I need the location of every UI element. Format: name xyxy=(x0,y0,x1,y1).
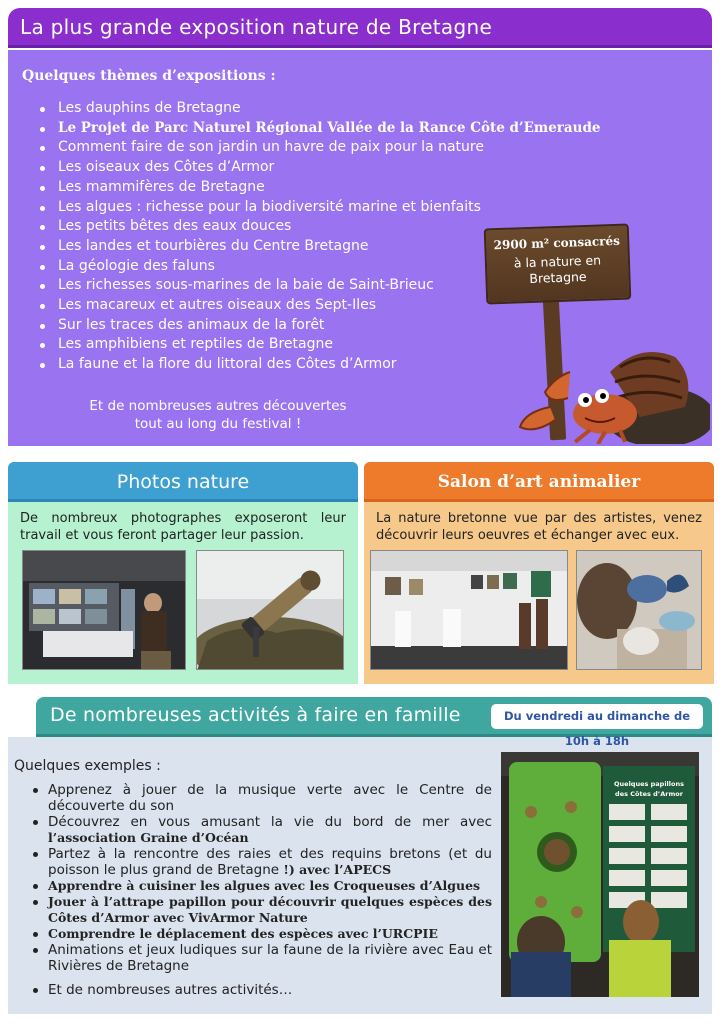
activity-text: Partez à la rencontre des raies et des requins bretons (et du poisson le plus grand de Bretagne xyxy=(48,846,492,878)
theme-item: Les macareux et autres oiseaux des Sept-Iles xyxy=(38,296,601,316)
activities-title: De nombreuses activités à faire en famille xyxy=(50,704,461,726)
activity-text: Animations et jeux ludiques sur la faune de la rivière avec Eau et Rivières de Bretagne xyxy=(48,942,492,974)
activity-partner: Jouer à l’attrape papillon pour découvrir quelques espèces des Côtes d’Armor avec VivArmor Nature xyxy=(48,894,492,925)
theme-item: Comment faire de son jardin un havre de paix pour la nature xyxy=(38,138,601,158)
activity-item xyxy=(32,846,492,878)
activity-partner: Comprendre le déplacement des espèces avec l’URCPIE xyxy=(48,926,438,941)
more-discoveries xyxy=(68,397,368,433)
theme-item: Les amphibiens et reptiles de Bretagne xyxy=(38,335,601,355)
art-header: Salon d’art animalier xyxy=(364,462,714,502)
area-sign xyxy=(484,223,632,304)
activity-text: Apprenez à jouer de la musique verte avec le Centre de découverte du son xyxy=(48,782,492,814)
sculptor-photo xyxy=(576,550,702,670)
activity-text: Et de nombreuses autres activités… xyxy=(48,982,293,998)
gallery-photo xyxy=(370,550,568,670)
more-line-2: tout au long du festival ! xyxy=(134,416,302,432)
poster-title-line-1: Quelques papillons xyxy=(614,780,684,788)
activity-partner: !) avec l’APECS xyxy=(283,862,392,877)
themes-title: Quelques thèmes d’expositions : xyxy=(22,68,276,84)
activity-text: Découvrez en vous amusant la vie du bord de mer avec xyxy=(48,814,492,830)
sign-line-2: à la nature en xyxy=(513,252,602,271)
art-box xyxy=(364,462,714,684)
theme-item: Sur les traces des animaux de la forêt xyxy=(38,316,601,336)
theme-item: Les algues : richesse pour la biodiversité marine et bienfaits xyxy=(38,198,601,218)
theme-item: Le Projet de Parc Naturel Régional Vallée de la Rance Côte d’Emeraude xyxy=(38,119,601,139)
sign-area: 2900 m² consacrés xyxy=(493,233,621,253)
date-badge: Du vendredi au dimanche de 10h à 18h xyxy=(491,704,703,729)
exhibition-hall-photo xyxy=(22,550,186,670)
photos-header: Photos nature xyxy=(8,462,358,502)
activity-item xyxy=(32,814,492,846)
theme-item: Les landes et tourbières du Centre Bretagne xyxy=(38,237,601,257)
activity-item xyxy=(32,782,492,814)
sign-line-3: Bretagne xyxy=(529,268,587,286)
theme-item: Les richesses sous-marines de la baie de Saint-Brieuc xyxy=(38,276,601,296)
activities-intro: Quelques exemples : xyxy=(14,758,161,774)
activity-item xyxy=(32,926,492,942)
activities-list xyxy=(32,782,492,998)
activity-partner: Apprendre à cuisiner les algues avec les Croqueuses d’Algues xyxy=(48,878,481,893)
activity-item xyxy=(32,878,492,894)
activities-header xyxy=(36,697,712,748)
theme-item: Les mammifères de Bretagne xyxy=(38,178,601,198)
poster-title-line-2: des Côtes d’Armor xyxy=(615,790,683,798)
butterfly-game-photo xyxy=(501,752,699,997)
sign-subtitle xyxy=(487,252,629,289)
art-text: La nature bretonne vue par des artistes, venez découvrir leurs oeuvres et échanger avec eux. xyxy=(376,511,702,543)
theme-item: Les dauphins de Bretagne xyxy=(38,99,601,119)
activity-item xyxy=(32,982,492,998)
camera-photo xyxy=(196,550,344,670)
photos-text: De nombreux photographes exposeront leur travail et vous feront partager leur passion. xyxy=(20,511,346,543)
photos-box xyxy=(8,462,358,684)
banner-title: La plus grande exposition nature de Bretagne xyxy=(20,15,493,39)
activity-item xyxy=(32,942,492,974)
crab-mascot-icon xyxy=(490,332,710,444)
theme-item: La géologie des faluns xyxy=(38,257,601,277)
more-line-1: Et de nombreuses autres découvertes xyxy=(89,398,347,414)
banner-body xyxy=(8,50,712,446)
banner-header xyxy=(8,8,712,48)
activity-partner: l’association Graine d’Océan xyxy=(48,830,249,845)
activity-item xyxy=(32,894,492,926)
theme-item: Les petits bêtes des eaux douces xyxy=(38,217,601,237)
theme-item: La faune et la flore du littoral des Côtes d’Armor xyxy=(38,355,601,375)
theme-item: Les oiseaux des Côtes d’Armor xyxy=(38,158,601,178)
